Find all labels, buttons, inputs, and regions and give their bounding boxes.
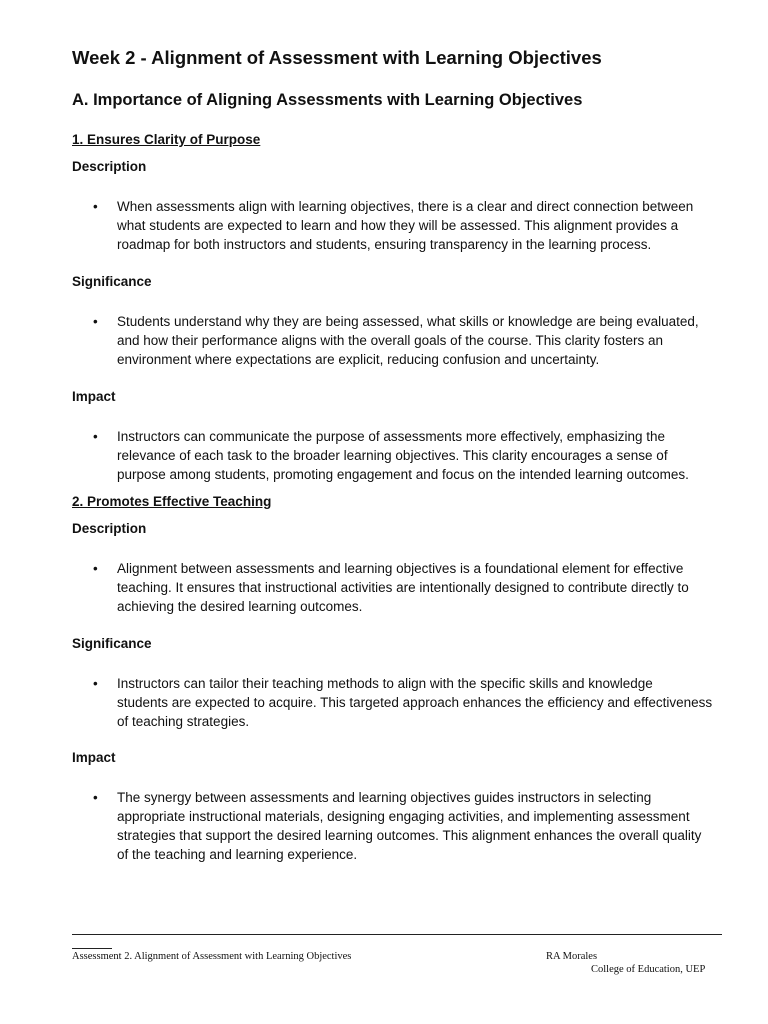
bullet-icon: •: [93, 429, 98, 444]
footer-document-title: Assessment 2. Alignment of Assessment with Learning Objectives: [72, 951, 352, 962]
point-2-heading: 2. Promotes Effective Teaching: [72, 494, 272, 509]
point-2-description-label: Description: [72, 521, 147, 536]
point-2-impact-label: Impact: [72, 750, 116, 765]
point-2-description-text: Alignment between assessments and learning objectives is a foundational element for effective teaching. It ensures that instructional activities are intentionally designed to contribute directly to achieving the desired learning outcomes.: [117, 561, 689, 614]
bullet-icon: •: [93, 314, 98, 329]
point-1-description-label: Description: [72, 159, 147, 174]
bullet-icon: •: [93, 790, 98, 805]
point-2-significance-label: Significance: [72, 636, 152, 651]
point-1-significance-label: Significance: [72, 274, 152, 289]
point-1-significance-text: Students understand why they are being assessed, what skills or knowledge are being evaluated, and how their performance aligns with the overall goals of the course. This clarity fosters an environment where expectations are explicit, reducing confusion and uncertainty.: [117, 314, 699, 367]
footer-divider: [72, 934, 722, 935]
point-2-impact-text: The synergy between assessments and learning objectives guides instructors in selecting appropriate instructional materials, designing engaging activities, and implementing assessment strategies that support the desired learning outcomes. This alignment enhances the overall quality of the teaching and learning experience.: [117, 790, 702, 862]
bullet-icon: •: [93, 199, 98, 214]
section-heading: A. Importance of Aligning Assessments with Learning Objectives: [72, 91, 583, 109]
page-title: Week 2 - Alignment of Assessment with Learning Objectives: [72, 47, 602, 68]
point-1-description-text: When assessments align with learning objectives, there is a clear and direct connection between what students are expected to learn and how they will be assessed. This alignment provides a roadmap for both instructors and students, ensuring transparency in the learning process.: [117, 199, 694, 252]
point-1-impact-label: Impact: [72, 389, 116, 404]
bullet-icon: •: [93, 676, 98, 691]
point-1-heading: 1. Ensures Clarity of Purpose: [72, 132, 261, 147]
footer-author: RA Morales: [546, 951, 598, 962]
point-2-significance-text: Instructors can tailor their teaching methods to align with the specific skills and knowledge students are expected to acquire. This targeted approach enhances the efficiency and effectiveness of teaching strategies.: [117, 676, 713, 729]
bullet-icon: •: [93, 561, 98, 576]
point-1-impact-text: Instructors can communicate the purpose of assessments more effectively, emphasizing the relevance of each task to the broader learning objectives. This clarity encourages a sense of purpose among students, promoting engagement and focus on the intended learning outcomes.: [117, 429, 689, 482]
footer-divider-short: [72, 948, 112, 949]
footer-institution: College of Education, UEP: [591, 964, 706, 975]
